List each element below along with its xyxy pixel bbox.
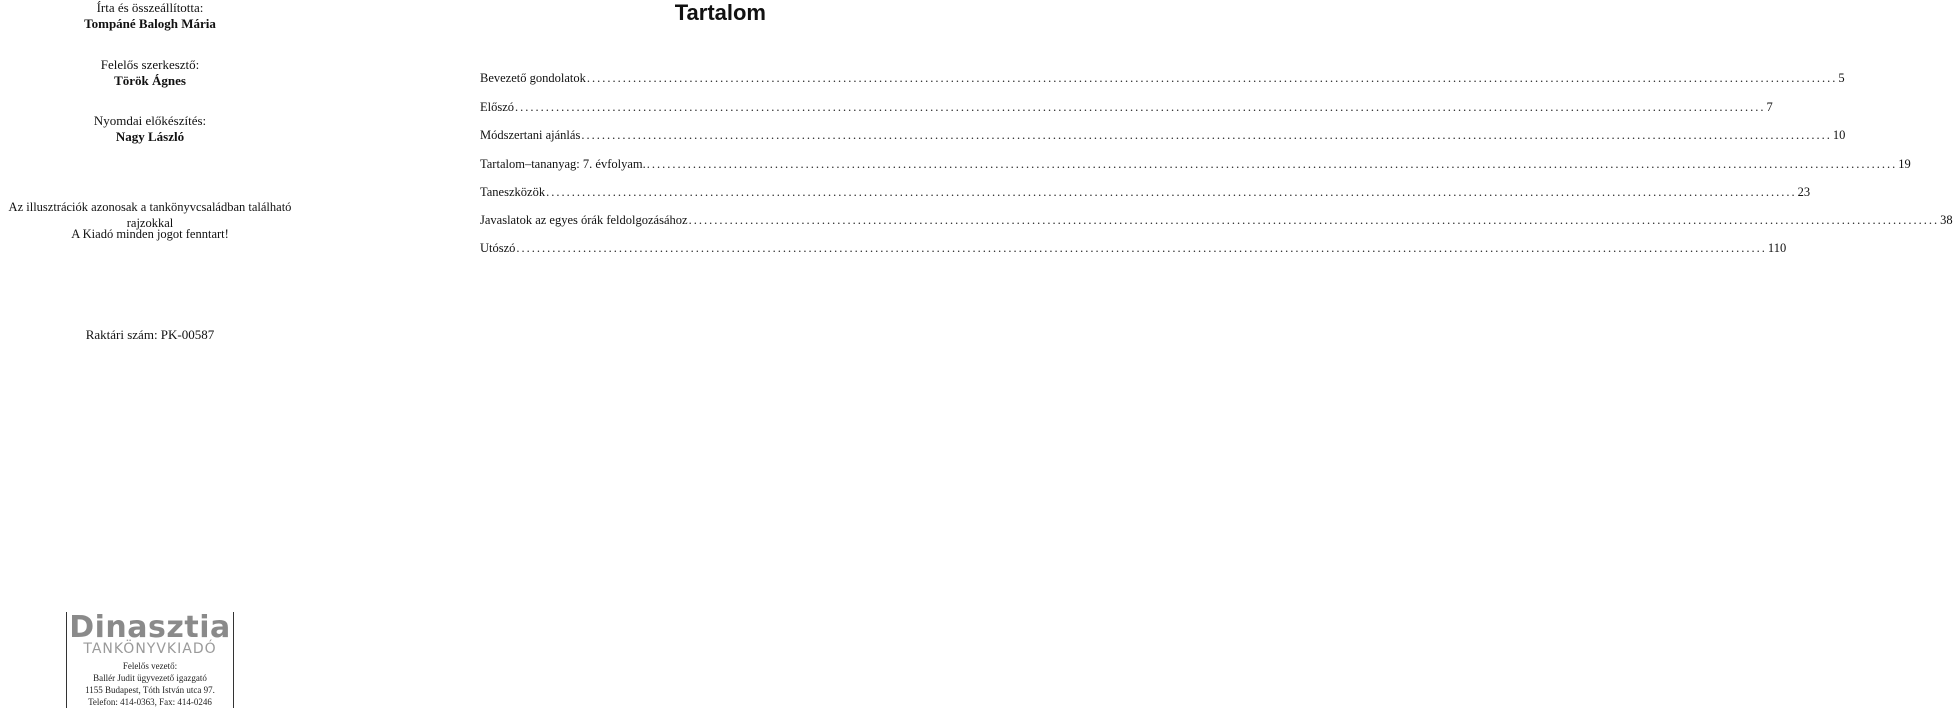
toc-entry-page: 10 <box>1832 128 1846 142</box>
prep-credit <box>0 113 300 145</box>
toc-entry-title: Módszertani ajánlás <box>480 128 581 142</box>
toc-entry-title: Taneszközök <box>480 185 546 199</box>
toc-entry-page: 38 <box>1940 213 1953 227</box>
toc-entry[interactable] <box>480 212 1953 228</box>
prep-name: Nagy László <box>115 129 185 144</box>
toc-leader <box>581 127 1832 143</box>
toc-entry-page: 19 <box>1898 157 1911 171</box>
editor-role: Felelős szerkesztő: <box>100 57 200 72</box>
toc-entry-page: 23 <box>1797 185 1811 199</box>
manager-label: Felelős vezető: <box>122 661 178 671</box>
editor-credit <box>0 57 300 89</box>
toc-leader <box>647 156 1898 172</box>
publisher-block <box>66 612 234 708</box>
toc-entry-page: 5 <box>1838 71 1845 85</box>
toc-entry-page: 110 <box>1767 241 1787 255</box>
manager-name: Ballér Judit ügyvezető igazgató <box>93 673 207 683</box>
author-credit <box>0 0 300 32</box>
publisher-address: 1155 Budapest, Tóth István utca 97. <box>85 685 215 695</box>
left-page <box>0 0 480 708</box>
toc-entry-title: Javaslatok az egyes órák feldolgozásához <box>480 213 688 227</box>
toc-entry[interactable] <box>480 240 1787 256</box>
toc-entry[interactable] <box>480 70 1845 86</box>
publisher-logo-subtitle: TANKÖNYVKIADÓ <box>83 641 217 657</box>
toc-leader <box>689 212 1940 228</box>
author-role: Írta és összeállította: <box>96 0 204 15</box>
toc-entry[interactable] <box>480 156 1911 172</box>
prep-role: Nyomdai előkészítés: <box>93 113 207 128</box>
toc-entry-page: 7 <box>1766 100 1773 114</box>
page-title: Tartalom <box>674 0 766 25</box>
author-name: Tompáné Balogh Mária <box>84 16 216 31</box>
toc-entry-title: Előszó <box>480 100 515 114</box>
toc-leader <box>546 184 1797 200</box>
toc-leader <box>516 240 1767 256</box>
rights-note: A Kiadó minden jogot fenntart! <box>71 227 229 241</box>
toc-leader <box>515 99 1766 115</box>
publisher-details <box>66 660 234 708</box>
toc-entry[interactable] <box>480 99 1773 115</box>
toc-entry-title: Tartalom–tananyag: 7. évfolyam. <box>480 157 646 171</box>
publisher-logo: Dinasztia <box>69 610 231 645</box>
editor-name: Török Ágnes <box>114 73 186 88</box>
catalog-number: Raktári szám: PK-00587 <box>85 327 215 342</box>
illustrations-note: Az illusztrációk azonosak a tankönyvcsaládban található rajzokkal <box>8 200 292 230</box>
toc-entry-title: Utószó <box>480 241 516 255</box>
toc-entry[interactable] <box>480 184 1811 200</box>
right-page <box>480 0 1953 708</box>
toc-entry[interactable] <box>480 127 1846 143</box>
publisher-phone: Telefon: 414-0363, Fax: 414-0246 <box>88 697 212 707</box>
toc-leader <box>587 70 1838 86</box>
toc-entry-title: Bevezető gondolatok <box>480 71 586 85</box>
